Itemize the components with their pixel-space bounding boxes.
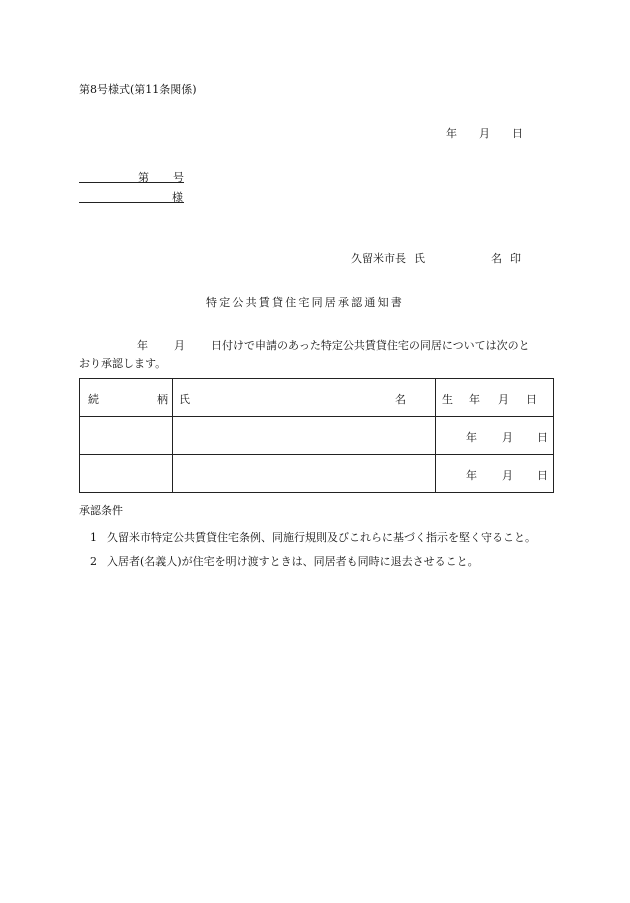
row-year-label: 年 <box>466 431 477 444</box>
row-day-label: 日 <box>537 431 548 444</box>
condition-text: 久留米市特定公共賃貸住宅条例、同施行規則及びこれらに基づく指示を堅く守ること。 <box>107 531 536 544</box>
birthdate-cell[interactable] <box>436 417 554 455</box>
header-name-b: 名 <box>395 393 406 406</box>
form-id: 第8号様式(第11条関係) <box>79 83 197 96</box>
body-line-1-rest: 日付けで申請のあった特定公共賃貸住宅の同居については次のと <box>211 339 530 352</box>
condition-number: 1 <box>90 531 97 544</box>
row-month-label: 月 <box>502 431 513 444</box>
row-day-label: 日 <box>537 469 548 482</box>
header-birth-a: 生 <box>442 393 453 406</box>
conditions-heading: 承認条件 <box>79 504 123 517</box>
birthdate-cell[interactable] <box>436 455 554 493</box>
issuer-shi-label: 氏 <box>414 252 425 265</box>
body-month-label: 月 <box>174 339 185 352</box>
body-line-1 <box>137 337 530 353</box>
cohabitant-table <box>79 378 554 493</box>
header-birth-month: 月 <box>498 393 509 406</box>
number-underline <box>79 182 184 183</box>
row-year-label: 年 <box>466 469 477 482</box>
document-title: 特定公共賃貸住宅同居承認通知書 <box>206 296 404 309</box>
header-relation-a: 続 <box>88 393 99 406</box>
header-birth-year: 年 <box>469 393 480 406</box>
table-row <box>80 417 554 455</box>
issuer-title: 久留米市長 <box>351 252 406 265</box>
issuer-line <box>351 250 521 266</box>
condition-number: 2 <box>90 555 97 568</box>
issuer-na-label: 名 <box>491 252 502 265</box>
condition-text: 入居者(名義人)が住宅を明け渡すときは、同居者も同時に退去させること。 <box>107 555 479 568</box>
table-header-row <box>80 379 554 417</box>
condition-item <box>90 553 479 569</box>
addressee-underline <box>79 202 184 203</box>
header-name-a: 氏 <box>179 393 190 406</box>
date-year-label: 年 <box>446 127 457 140</box>
relation-cell[interactable] <box>80 455 173 493</box>
name-cell[interactable] <box>173 417 436 455</box>
number-go-label: 号 <box>173 171 184 184</box>
date-line <box>446 125 523 141</box>
header-name <box>173 379 436 417</box>
date-day-label: 日 <box>512 127 523 140</box>
number-dai-label: 第 <box>138 171 149 184</box>
header-relation-b: 柄 <box>157 393 168 406</box>
body-line-2: おり承認します。 <box>79 357 167 370</box>
header-relation <box>80 379 173 417</box>
date-month-label: 月 <box>479 127 490 140</box>
body-year-label: 年 <box>137 339 148 352</box>
addressee-suffix: 様 <box>172 191 183 204</box>
header-birth-day: 日 <box>526 393 537 406</box>
table-row <box>80 455 554 493</box>
row-month-label: 月 <box>502 469 513 482</box>
condition-item <box>90 529 536 545</box>
issuer-seal-label: 印 <box>510 252 521 265</box>
relation-cell[interactable] <box>80 417 173 455</box>
name-cell[interactable] <box>173 455 436 493</box>
header-birthdate <box>436 379 554 417</box>
